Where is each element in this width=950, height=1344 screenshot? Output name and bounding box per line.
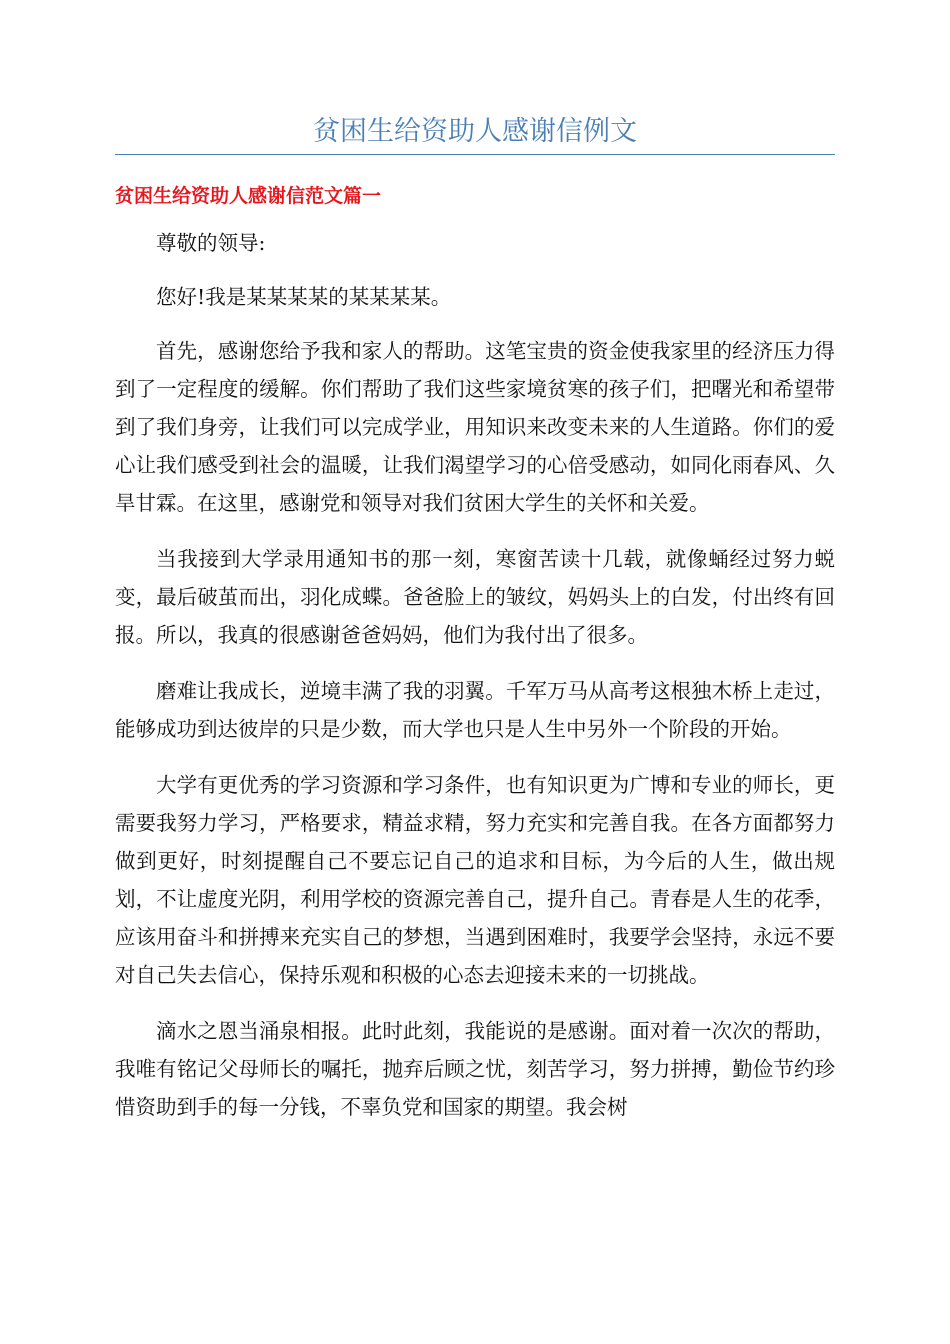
salutation: 尊敬的领导: [156, 231, 266, 255]
section-heading: 贫困生给资助人感谢信范文篇一 [115, 185, 382, 207]
document-title: 贫困生给资助人感谢信例文 [313, 116, 637, 147]
title-underline-rule [115, 154, 835, 155]
letter-body [115, 224, 835, 1144]
body-paragraph: 当我接到大学录用通知书的那一刻，寒窗苦读十几载，就像蛹经过努力蜕变，最后破茧而出，羽化成蝶。爸爸脸上的皱纹，妈妈头上的白发，付出终有回报。所以，我真的很感谢爸爸妈妈，他们为我付出了很多。 [115, 547, 835, 647]
body-paragraph: 磨难让我成长，逆境丰满了我的羽翼。千军万马从高考这根独木桥上走过，能够成功到达彼岸的只是少数，而大学也只是人生中另外一个阶段的开始。 [115, 679, 835, 741]
body-paragraph: 滴水之恩当涌泉相报。此时此刻，我能说的是感谢。面对着一次次的帮助，我唯有铭记父母师长的嘱托，抛弃后顾之忧，刻苦学习，努力拼搏，勤俭节约珍惜资助到手的每一分钱，不辜负党和国家的期望。我会树 [115, 1019, 835, 1119]
body-paragraph: 首先，感谢您给予我和家人的帮助。这笔宝贵的资金使我家里的经济压力得到了一定程度的缓解。你们帮助了我们这些家境贫寒的孩子们，把曙光和希望带到了我们身旁，让我们可以完成学业，用知识来改变未来的人生道路。你们的爱心让我们感受到社会的温暖，让我们渴望学习的心倍受感动，如同化雨春风、久旱甘霖。在这里，感谢党和领导对我们贫困大学生的关怀和关爱。 [115, 339, 835, 515]
greeting-paragraph: 您好!我是某某某某的某某某某。 [156, 285, 452, 309]
body-paragraph: 大学有更优秀的学习资源和学习条件，也有知识更为广博和专业的师长，更需要我努力学习，严格要求，精益求精，努力充实和完善自我。在各方面都努力做到更好，时刻提醒自己不要忘记自己的追求和目标，为今后的人生，做出规划，不让虚度光阴，利用学校的资源完善自己，提升自己。青春是人生的花季，应该用奋斗和拼搏来充实自己的梦想，当遇到困难时，我要学会坚持，永远不要对自己失去信心，保持乐观和积极的心态去迎接未来的一切挑战。 [115, 773, 835, 987]
